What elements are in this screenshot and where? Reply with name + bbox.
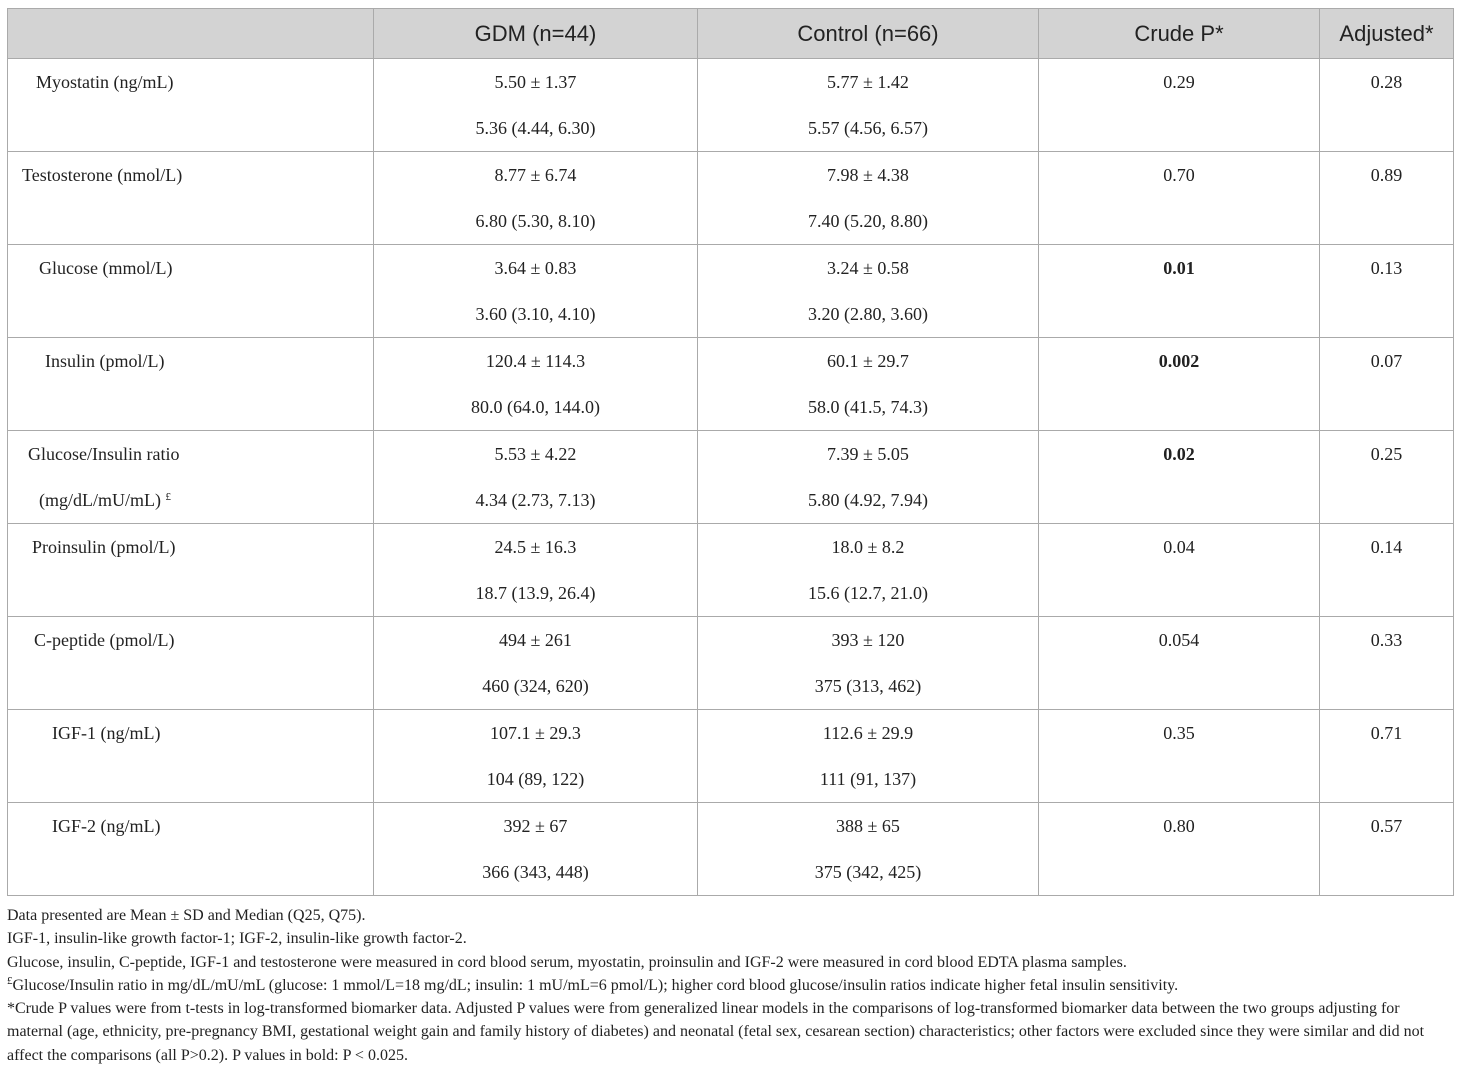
table-header (8, 9, 1454, 59)
table-row-mean (8, 431, 1454, 478)
adjusted-p-empty-cell (1320, 105, 1454, 152)
adjusted-p-empty-cell (1320, 849, 1454, 896)
adjusted-p-empty-cell (1320, 756, 1454, 803)
control-median-cell: 58.0 (41.5, 74.3) (698, 384, 1039, 431)
adjusted-p-empty-cell (1320, 663, 1454, 710)
gdm-mean-cell: 3.64 ± 0.83 (374, 245, 698, 292)
biomarker-unit-label: (mg/dL/mU/mL) (39, 489, 161, 510)
crude-p-empty-cell (1039, 477, 1320, 524)
footnote-data-presented: Data presented are Mean ± SD and Median (Q25, Q75). (7, 907, 366, 924)
footnote-ratio-text: Glucose/Insulin ratio in mg/dL/mU/mL (glucose: 1 mmol/L=18 mg/dL; insulin: 1 mU/mL=6 pmol/L); higher cord blood glucose/insulin ratios indicate higher fetal insulin sensitivity. (12, 976, 1179, 994)
gdm-mean-cell: 8.77 ± 6.74 (374, 152, 698, 199)
control-median-cell: 7.40 (5.20, 8.80) (698, 198, 1039, 245)
control-median-cell: 5.80 (4.92, 7.94) (698, 477, 1039, 524)
header-cell-crude-p: Crude P* (1039, 9, 1320, 59)
control-mean-cell: 393 ± 120 (698, 617, 1039, 664)
biomarker-label-continued (8, 756, 374, 803)
crude-p-empty-cell (1039, 756, 1320, 803)
gdm-median-cell: 460 (324, 620) (374, 663, 698, 710)
control-mean-cell: 112.6 ± 29.9 (698, 710, 1039, 757)
footnote-statistics: *Crude P values were from t-tests in log-transformed biomarker data. Adjusted P values were from generalized linear models in the comparisons of log-transformed biomarker data between the two groups adjusting for maternal (age, ethnicity, pre-pregnancy BMI, gestational weight gain and family history of diabetes) and neonatal (fetal sex, cesarean section) characteristics; other factors were excluded since they were similar and did not affect the comparisons (all P>0.2). P values in bold: P < 0.025. (7, 1000, 1425, 1064)
control-mean-cell: 7.39 ± 5.05 (698, 431, 1039, 478)
control-mean-cell: 3.24 ± 0.58 (698, 245, 1039, 292)
table-body (8, 59, 1454, 896)
adjusted-p-empty-cell (1320, 384, 1454, 431)
biomarker-label: IGF-1 (ng/mL) (8, 710, 374, 757)
adjusted-p-cell: 0.28 (1320, 59, 1454, 106)
table-row-mean (8, 617, 1454, 664)
gdm-median-cell: 80.0 (64.0, 144.0) (374, 384, 698, 431)
table-row-median (8, 198, 1454, 245)
control-mean-cell: 388 ± 65 (698, 803, 1039, 850)
adjusted-p-cell: 0.07 (1320, 338, 1454, 385)
header-cell-gdm: GDM (n=44) (374, 9, 698, 59)
control-median-cell: 111 (91, 137) (698, 756, 1039, 803)
adjusted-p-cell: 0.57 (1320, 803, 1454, 850)
adjusted-p-cell: 0.13 (1320, 245, 1454, 292)
footnote-ratio-mark: £ (7, 974, 13, 987)
gdm-mean-cell: 120.4 ± 114.3 (374, 338, 698, 385)
table-row-median (8, 384, 1454, 431)
adjusted-p-empty-cell (1320, 291, 1454, 338)
gdm-mean-cell: 107.1 ± 29.3 (374, 710, 698, 757)
crude-p-cell: 0.054 (1039, 617, 1320, 664)
adjusted-p-cell: 0.33 (1320, 617, 1454, 664)
table-row-median (8, 663, 1454, 710)
table-row-mean (8, 59, 1454, 106)
control-median-cell: 5.57 (4.56, 6.57) (698, 105, 1039, 152)
crude-p-empty-cell (1039, 198, 1320, 245)
gdm-median-cell: 18.7 (13.9, 26.4) (374, 570, 698, 617)
biomarker-table (7, 8, 1454, 896)
biomarker-label: C-peptide (pmol/L) (8, 617, 374, 664)
biomarker-label: Proinsulin (pmol/L) (8, 524, 374, 571)
gdm-mean-cell: 5.53 ± 4.22 (374, 431, 698, 478)
control-median-cell: 15.6 (12.7, 21.0) (698, 570, 1039, 617)
gdm-median-cell: 6.80 (5.30, 8.10) (374, 198, 698, 245)
header-cell-control: Control (n=66) (698, 9, 1039, 59)
adjusted-p-cell: 0.14 (1320, 524, 1454, 571)
gdm-mean-cell: 5.50 ± 1.37 (374, 59, 698, 106)
biomarker-label-continued (8, 105, 374, 152)
biomarker-label: Glucose (mmol/L) (8, 245, 374, 292)
biomarker-label-continued (8, 570, 374, 617)
gdm-median-cell: 366 (343, 448) (374, 849, 698, 896)
crude-p-cell: 0.002 (1039, 338, 1320, 385)
biomarker-label-continued (8, 477, 374, 524)
footnote-abbreviations: IGF-1, insulin-like growth factor-1; IGF-2, insulin-like growth factor-2. (7, 930, 467, 948)
biomarker-label: Myostatin (ng/mL) (8, 59, 374, 106)
crude-p-empty-cell (1039, 663, 1320, 710)
gdm-median-cell: 104 (89, 122) (374, 756, 698, 803)
header-cell-blank (8, 9, 374, 59)
adjusted-p-empty-cell (1320, 570, 1454, 617)
gdm-mean-cell: 392 ± 67 (374, 803, 698, 850)
adjusted-p-cell: 0.25 (1320, 431, 1454, 478)
crude-p-cell: 0.35 (1039, 710, 1320, 757)
table-row-mean (8, 710, 1454, 757)
biomarker-label: IGF-2 (ng/mL) (8, 803, 374, 850)
table-row-mean (8, 803, 1454, 850)
table-container (7, 8, 1453, 1067)
table-row-median (8, 291, 1454, 338)
table-row-median (8, 477, 1454, 524)
table-row-median (8, 105, 1454, 152)
adjusted-p-empty-cell (1320, 198, 1454, 245)
control-mean-cell: 7.98 ± 4.38 (698, 152, 1039, 199)
control-mean-cell: 5.77 ± 1.42 (698, 59, 1039, 106)
header-row (8, 9, 1454, 59)
crude-p-cell: 0.04 (1039, 524, 1320, 571)
crude-p-cell: 0.80 (1039, 803, 1320, 850)
gdm-median-cell: 4.34 (2.73, 7.13) (374, 477, 698, 524)
biomarker-label: Testosterone (nmol/L) (8, 152, 374, 199)
biomarker-label-continued (8, 663, 374, 710)
crude-p-empty-cell (1039, 384, 1320, 431)
control-mean-cell: 18.0 ± 8.2 (698, 524, 1039, 571)
adjusted-p-cell: 0.71 (1320, 710, 1454, 757)
table-row-median (8, 756, 1454, 803)
footnote-sample-types: Glucose, insulin, C-peptide, IGF-1 and testosterone were measured in cord blood serum, myostatin, proinsulin and IGF-2 were measured in cord blood EDTA plasma samples. (7, 953, 1127, 971)
gdm-median-cell: 3.60 (3.10, 4.10) (374, 291, 698, 338)
biomarker-label-continued (8, 384, 374, 431)
gdm-mean-cell: 494 ± 261 (374, 617, 698, 664)
crude-p-cell: 0.01 (1039, 245, 1320, 292)
adjusted-p-cell: 0.89 (1320, 152, 1454, 199)
table-footnotes (7, 904, 1453, 1067)
table-row-mean (8, 152, 1454, 199)
biomarker-label: Glucose/Insulin ratio (8, 431, 374, 478)
crude-p-empty-cell (1039, 849, 1320, 896)
gdm-median-cell: 5.36 (4.44, 6.30) (374, 105, 698, 152)
footnote-ratio (7, 974, 1453, 997)
gdm-mean-cell: 24.5 ± 16.3 (374, 524, 698, 571)
table-row-mean (8, 524, 1454, 571)
crude-p-empty-cell (1039, 291, 1320, 338)
biomarker-label-continued (8, 198, 374, 245)
biomarker-label: Insulin (pmol/L) (8, 338, 374, 385)
adjusted-p-empty-cell (1320, 477, 1454, 524)
crude-p-cell: 0.02 (1039, 431, 1320, 478)
header-cell-adjusted: Adjusted* (1320, 9, 1454, 59)
table-row-median (8, 849, 1454, 896)
crude-p-cell: 0.70 (1039, 152, 1320, 199)
table-row-median (8, 570, 1454, 617)
biomarker-label-continued (8, 849, 374, 896)
control-median-cell: 3.20 (2.80, 3.60) (698, 291, 1039, 338)
table-row-mean (8, 245, 1454, 292)
crude-p-cell: 0.29 (1039, 59, 1320, 106)
control-mean-cell: 60.1 ± 29.7 (698, 338, 1039, 385)
control-median-cell: 375 (313, 462) (698, 663, 1039, 710)
table-row-mean (8, 338, 1454, 385)
control-median-cell: 375 (342, 425) (698, 849, 1039, 896)
biomarker-label-continued (8, 291, 374, 338)
footnote-mark: £ (165, 490, 171, 503)
crude-p-empty-cell (1039, 105, 1320, 152)
crude-p-empty-cell (1039, 570, 1320, 617)
